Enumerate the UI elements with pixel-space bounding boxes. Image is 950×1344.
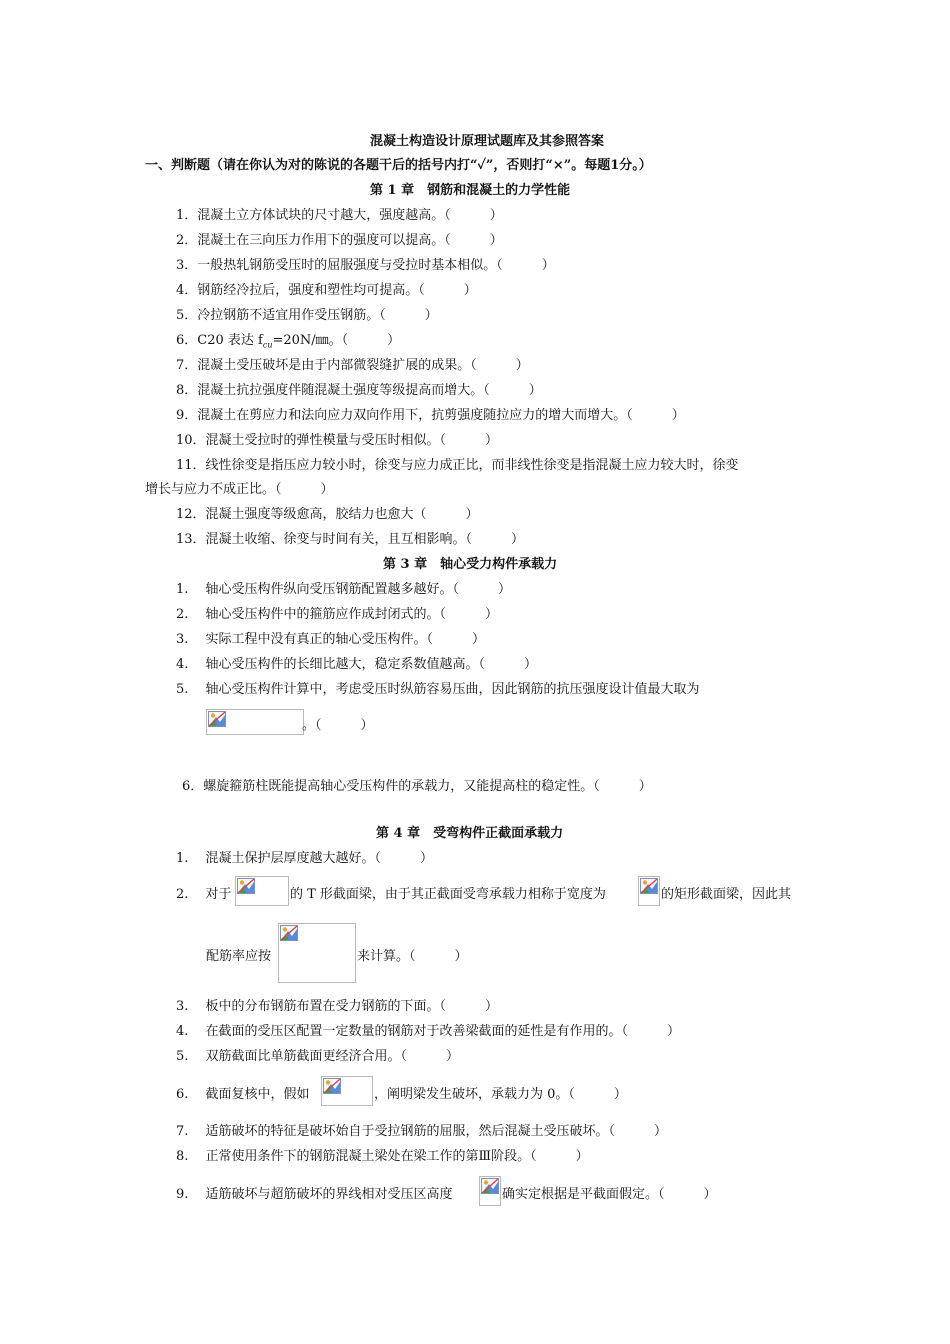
broken-image-icon	[237, 878, 255, 894]
broken-image-icon	[280, 925, 298, 941]
ch1-item-13: 13．混凝土收缩、徐变与时间有关，且互相影响。（ ）	[176, 532, 525, 547]
ch4-item-7: 7. 适筋破坏的特征是破坏始自于受拉钢筋的屈服，然后混凝土受压破坏。（ ）	[176, 1124, 668, 1139]
chapter-3-heading: 第 3 章 轴心受力构件承载力	[383, 557, 558, 572]
ch1-item-7: 7．混凝土受压破坏是由于内部微裂缝扩展的成果。（ ）	[176, 358, 529, 373]
ch4-item-1: 1. 混凝土保护层厚度越大越好。（ ）	[176, 851, 434, 866]
ch3-item-2: 2. 轴心受压构件中的箍筋应作成封闭式的。（ ）	[176, 607, 499, 622]
chapter-1-heading: 第 1 章 钢筋和混凝土的力学性能	[370, 183, 571, 198]
ch4-item-6-a: 6. 截面复核中，假如	[176, 1087, 310, 1102]
ch4-item-8: 8. 正常使用条件下的钢筋混凝土梁处在梁工作的第Ⅲ阶段。（ ）	[176, 1149, 589, 1164]
chapter-4-heading: 第 4 章 受弯构件正截面承载力	[376, 826, 564, 841]
ch1-item-6	[176, 329, 400, 350]
ch1-item-2: 2．混凝土在三向压力作用下的强度可以提高。（ ）	[176, 233, 503, 248]
ch1-item-3: 3．一般热轧钢筋受压时的屈服强度与受拉时基本相似。（ ）	[176, 258, 555, 273]
ch4-item-9-a: 9. 适筋破坏与超筋破坏的界线相对受压区高度	[176, 1187, 453, 1202]
ch1-item-8: 8．混凝土抗拉强度伴随混凝土强度等级提高而增大。（ ）	[176, 383, 542, 398]
ch1-item-11-cont: 增长与应力不成正比。（ ）	[145, 482, 334, 497]
ch4-item-6-b: ，阐明梁发生破坏，承载力为 0。（ ）	[374, 1087, 627, 1102]
ch3-item-5: 5. 轴心受压构件计算中，考虑受压时纵筋容易压曲，因此钢筋的抗压强度设计值最大取为	[176, 682, 700, 697]
formula-image-placeholder	[321, 1076, 373, 1106]
ch4-item-2-e: 来计算。（ ）	[357, 949, 468, 964]
formula-image-placeholder	[638, 876, 660, 906]
ch4-item-2-c: 的矩形截面梁，因此其	[661, 887, 792, 902]
ch3-item-4: 4. 轴心受压构件的长细比越大，稳定系数值越高。（ ）	[176, 657, 538, 672]
ch4-item-3: 3. 板中的分布钢筋布置在受力钢筋的下面。（ ）	[176, 999, 499, 1014]
ch1-item-6-tail: =20N/㎜。（ ）	[272, 333, 401, 348]
ch1-item-12: 12．混凝土强度等级愈高，胶结力也愈大（ ）	[176, 507, 479, 522]
ch1-item-4: 4．钢筋经冷拉后，强度和塑性均可提高。（ ）	[176, 283, 477, 298]
ch1-item-9: 9．混凝土在剪应力和法向应力双向作用下，抗剪强度随拉应力的增大而增大。（ ）	[176, 408, 685, 423]
formula-image-placeholder	[278, 923, 356, 983]
formula-image-placeholder	[235, 876, 289, 906]
broken-image-icon	[481, 1178, 499, 1194]
ch1-item-11: 11．线性徐变是指压应力较小时，徐变与应力成正比，而非线性徐变是指混凝土应力较大时，徐变	[176, 458, 739, 473]
ch4-item-2-d: 配筋率应按	[206, 949, 272, 964]
broken-image-icon	[323, 1078, 341, 1094]
ch3-item-6: 6．螺旋箍筋柱既能提高轴心受压构件的承载力，又能提高柱的稳定性。（ ）	[182, 779, 652, 794]
ch1-item-1: 1．混凝土立方体试块的尺寸越大，强度越高。（ ）	[176, 208, 503, 223]
ch3-item-1: 1. 轴心受压构件纵向受压钢筋配置越多越好。（ ）	[176, 582, 512, 597]
ch1-item-6-text: 6．C20 表达 f	[176, 333, 263, 348]
ch4-item-9-b: 确实定根据是平截面假定。（ ）	[502, 1187, 717, 1202]
formula-image-placeholder	[479, 1176, 501, 1206]
broken-image-icon	[208, 711, 226, 727]
section-heading: 一、判断题（请在你认为对的陈说的各题干后的括号内打“✓”，否则打“×”。每题1分。）	[145, 158, 652, 173]
ch3-item-3: 3. 实际工程中没有真正的轴心受压构件。（ ）	[176, 632, 486, 647]
ch1-item-10: 10．混凝土受拉时的弹性模量与受压时相似。（ ）	[176, 433, 499, 448]
ch1-item-5: 5．冷拉钢筋不适宜用作受压钢筋。（ ）	[176, 308, 438, 323]
formula-image-placeholder	[206, 709, 304, 735]
ch4-item-2-b: 的 T 形截面梁，由于其正截面受弯承载力相称于宽度为	[290, 887, 606, 902]
ch1-item-6-subscript: cu	[262, 340, 273, 350]
ch3-item-5-tail: 。（ ）	[302, 718, 374, 733]
ch4-item-5: 5. 双筋截面比单筋截面更经济合用。（ ）	[176, 1049, 460, 1064]
broken-image-icon	[640, 878, 658, 894]
ch4-item-4: 4. 在截面的受压区配置一定数量的钢筋对于改善梁截面的延性是有作用的。（ ）	[176, 1024, 681, 1039]
document-title: 混凝土构造设计原理试题库及其参照答案	[370, 134, 605, 149]
ch4-item-2-a: 2. 对于	[176, 887, 232, 902]
